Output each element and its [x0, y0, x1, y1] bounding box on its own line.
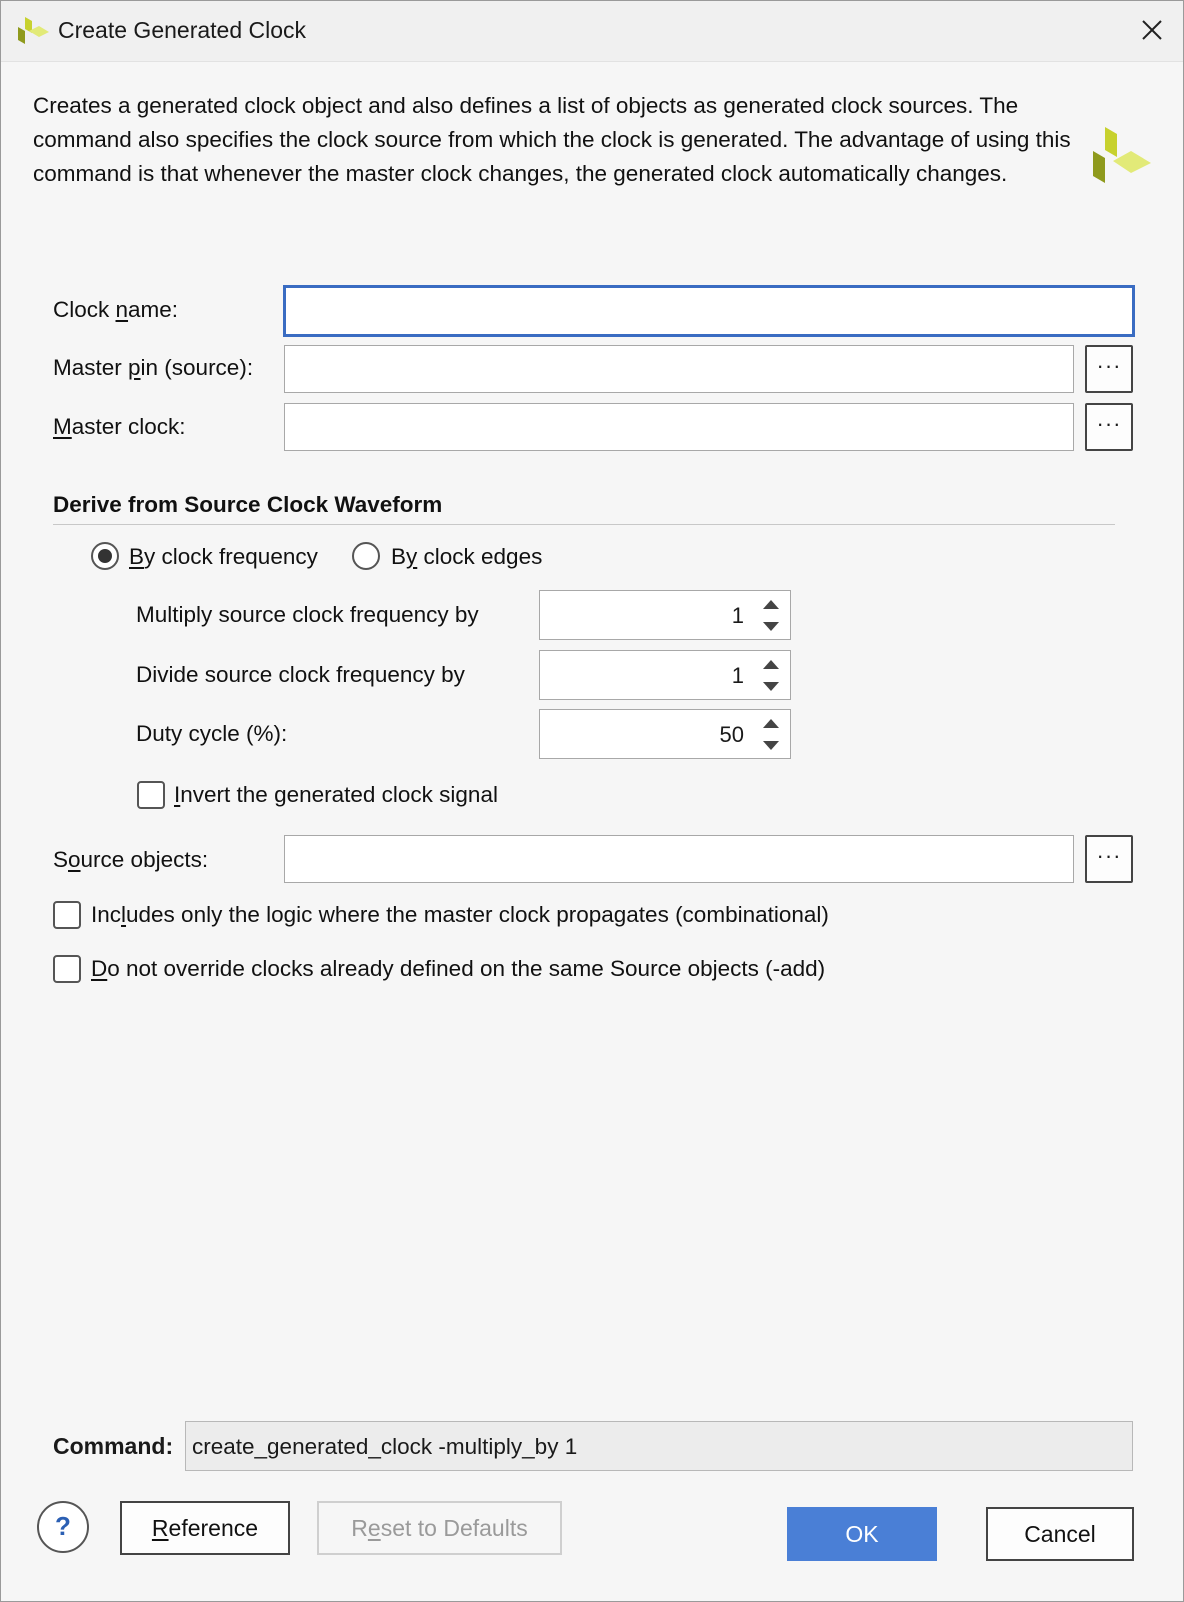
- add-checkbox[interactable]: [53, 955, 81, 983]
- dialog-description: Creates a generated clock object and also defines a list of objects as generated clock sources. The command also specifies the clock source from which the clock is generated. The advantage of using this command is that whenever the master clock changes, the generated clock automatically changes.: [33, 93, 1071, 186]
- divide-spinner[interactable]: [539, 650, 791, 700]
- spin-up-icon[interactable]: [760, 657, 782, 671]
- master-pin-browse-button[interactable]: ···: [1085, 345, 1133, 393]
- source-objects-input[interactable]: [284, 835, 1074, 883]
- help-button[interactable]: ?: [37, 1501, 89, 1553]
- vivado-logo-icon: [1091, 125, 1153, 187]
- duty-cycle-label: Duty cycle (%):: [136, 721, 288, 746]
- command-preview: create_generated_clock -multiply_by 1: [185, 1421, 1133, 1471]
- multiply-value[interactable]: 1: [731, 603, 744, 628]
- invert-checkbox[interactable]: [137, 781, 165, 809]
- command-label: Command:: [53, 1433, 174, 1459]
- divide-label: Divide source clock frequency by: [136, 662, 465, 687]
- add-label[interactable]: Do not override clocks already defined on the same Source objects (-add): [91, 956, 826, 981]
- spin-up-icon[interactable]: [760, 716, 782, 730]
- spin-down-icon[interactable]: [760, 620, 782, 634]
- waveform-section-title: Derive from Source Clock Waveform: [53, 492, 443, 517]
- reference-button[interactable]: Reference: [120, 1501, 290, 1555]
- reset-defaults-button[interactable]: Reset to Defaults: [317, 1501, 562, 1555]
- duty-cycle-spinner[interactable]: [539, 709, 791, 759]
- vivado-app-icon: [15, 15, 49, 45]
- combinational-checkbox[interactable]: [53, 901, 81, 929]
- section-divider: [53, 524, 1115, 525]
- invert-label[interactable]: Invert the generated clock signal: [174, 782, 498, 807]
- by-edges-label[interactable]: By clock edges: [391, 544, 543, 569]
- source-objects-label: Source objects:: [53, 847, 209, 872]
- spin-up-icon[interactable]: [760, 597, 782, 611]
- title-bar: [1, 1, 1183, 62]
- source-objects-browse-button[interactable]: ···: [1085, 835, 1133, 883]
- master-clock-browse-button[interactable]: ···: [1085, 403, 1133, 451]
- by-edges-radio[interactable]: [352, 542, 380, 570]
- multiply-label: Multiply source clock frequency by: [136, 602, 479, 627]
- by-frequency-radio[interactable]: [91, 542, 119, 570]
- cancel-button[interactable]: Cancel: [986, 1507, 1134, 1561]
- master-pin-input[interactable]: [284, 345, 1074, 393]
- multiply-spinner[interactable]: [539, 590, 791, 640]
- close-icon[interactable]: [1137, 15, 1167, 45]
- by-frequency-label[interactable]: By clock frequency: [129, 544, 318, 569]
- divide-value[interactable]: 1: [731, 663, 744, 688]
- clock-name-label: Clock name:: [53, 297, 179, 322]
- spin-down-icon[interactable]: [760, 680, 782, 694]
- ok-button[interactable]: OK: [787, 1507, 937, 1561]
- window-title: Create Generated Clock: [58, 17, 307, 43]
- duty-cycle-value[interactable]: 50: [719, 722, 744, 747]
- master-clock-label: Master clock:: [53, 414, 186, 439]
- spin-down-icon[interactable]: [760, 739, 782, 753]
- master-clock-input[interactable]: [284, 403, 1074, 451]
- combinational-label[interactable]: Includes only the logic where the master clock propagates (combinational): [91, 902, 829, 927]
- master-pin-label: Master pin (source):: [53, 355, 254, 380]
- clock-name-input[interactable]: [283, 285, 1135, 337]
